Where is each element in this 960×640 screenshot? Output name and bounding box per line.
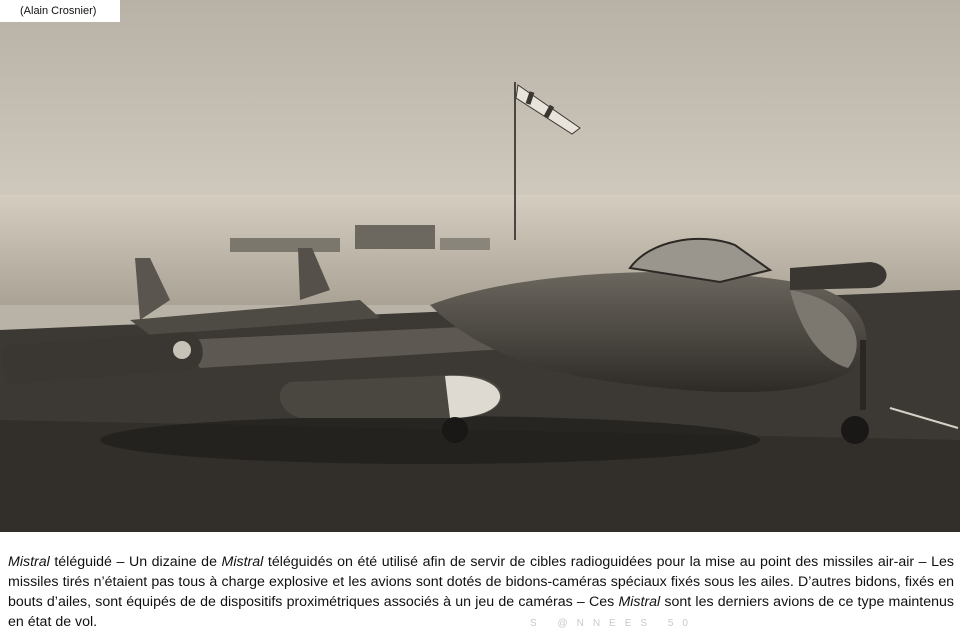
watermark: S @NNEES 50 [530, 618, 697, 629]
caption-text-run: téléguidé – Un dizaine de [49, 554, 222, 570]
caption-aircraft-name: Mistral [618, 594, 661, 610]
caption-text-run: téléguidés on été utilisé afin de servir de cibles radioguidées pour la mise au point des missiles air-air – Les missiles tirés n’étaient pas tous à charge explosive et les avions sont dotés de bidons-caméras spéciaux fixés sous les ailes. D’autres bidons, fixés en bouts d’ailes, sont équipés de de dispositifs proximétriques associés à un jeu de caméras – Ces [8, 554, 954, 610]
photo-credit: (Alain Crosnier) [0, 0, 120, 22]
caption-aircraft-name: Mistral [221, 554, 264, 570]
caption-paragraph [8, 552, 954, 632]
caption-aircraft-name: Mistral [8, 554, 50, 570]
caption-text-run: sont les derniers avions de ce type maintenus en état de vol. [8, 594, 954, 630]
photo-caption [8, 552, 954, 632]
